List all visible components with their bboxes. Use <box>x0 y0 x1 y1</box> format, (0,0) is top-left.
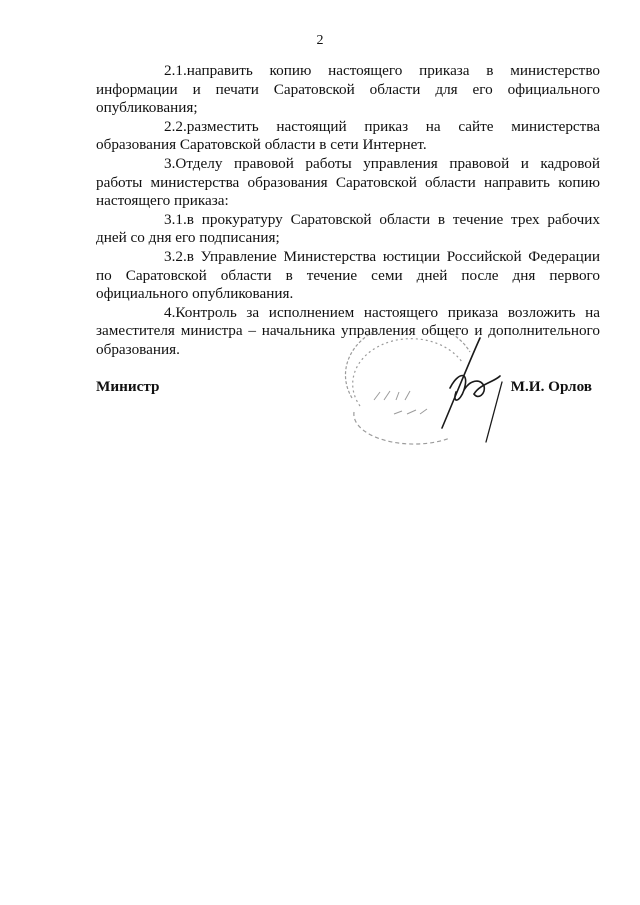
item-text: в Управление Министерства юстиции Российской Федерации по Саратовской области в течение семи дней после дня первого официального опубликования. <box>96 247 600 303</box>
signatory-title: Министр <box>96 378 160 395</box>
item-text: Контроль за исполнением настоящего приказа возложить на заместителя министра – начальника управления общего и дополнительного образования. <box>96 303 600 358</box>
item-number: 3.2. <box>164 247 187 265</box>
signature-block <box>96 378 600 402</box>
item-number: 3. <box>164 154 176 172</box>
paragraph-3 <box>96 155 600 211</box>
item-number: 4. <box>164 303 176 321</box>
paragraph-3-1 <box>96 211 600 248</box>
item-number: 2.2. <box>164 117 187 135</box>
item-text: в прокуратуру Саратовской области в течение трех рабочих дней со дня его подписания; <box>96 210 600 247</box>
item-number: 2.1. <box>164 62 187 79</box>
document-body <box>96 62 600 360</box>
item-number: 3.1. <box>164 210 187 228</box>
paragraph-2-1 <box>96 62 600 118</box>
paragraph-2-2 <box>96 118 600 155</box>
item-text: Отделу правовой работы управления правовой и кадровой работы министерства образования Саратовской области направить копию настоящего приказа: <box>96 154 600 210</box>
item-text: разместить настоящий приказ на сайте министерства образования Саратовской области в сети Интернет. <box>96 117 600 154</box>
paragraph-3-2 <box>96 248 600 304</box>
item-text: направить копию настоящего приказа в министерство информации и печати Саратовской области для его официального опубликования; <box>96 62 600 117</box>
signatory-name: М.И. Орлов <box>510 378 592 395</box>
page-number: 2 <box>316 33 324 48</box>
